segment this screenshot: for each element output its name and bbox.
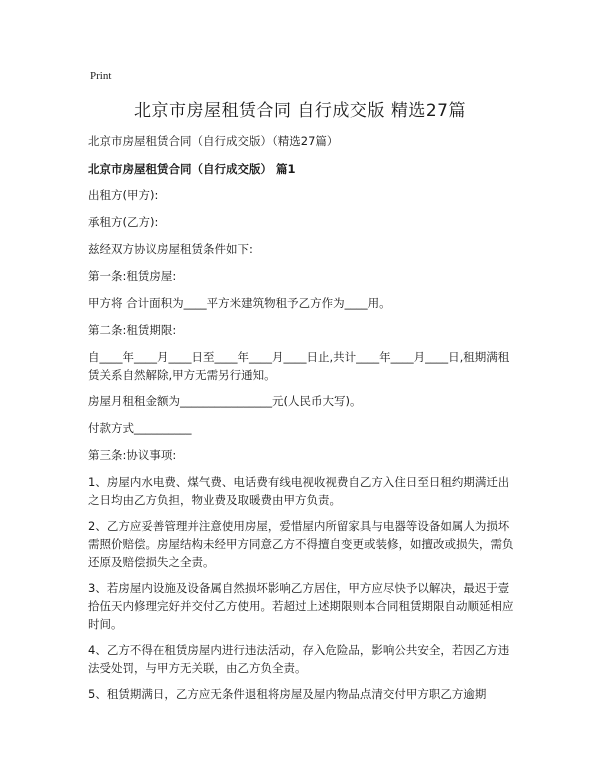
lessor-line: 出租方(甲方): (88, 188, 159, 202)
item-2: 2、乙方应妥善管理并注意使用房屋，爱惜屋内所留家具与电器等设备如属人为损坏需照价赔偿。房屋结构未经甲方同意乙方不得擅自变更或装修，如擅改或损失，需负还原及赔偿损失之全责。 (88, 519, 514, 569)
item-1: 1、房屋内水电费、煤气费、电话费有线电视收视费自乙方入住日至日租约期满迁出之日均由乙方负担，物业费及取暖费由甲方负责。 (88, 475, 510, 507)
lessee-line: 承租方(乙方): (88, 215, 159, 229)
document-subtitle: 北京市房屋租赁合同（自行成交版）（精选27篇） (88, 134, 339, 148)
payment-line: 付款方式__________ (88, 421, 192, 435)
article3-title: 第三条:协议事项: (88, 448, 177, 462)
item-5: 5、租赁期满日，乙方应无条件退租将房屋及屋内物品点清交付甲方职乙方逾期 (88, 687, 487, 701)
intro-line: 兹经双方协议房屋租赁条件如下: (88, 242, 253, 256)
article1-title: 第一条:租赁房屋: (88, 269, 177, 283)
section-heading: 北京市房屋租赁合同（自行成交版） 篇1 (88, 162, 296, 176)
item-3: 3、若房屋内设施及设备属自然损坏影响乙方居住，甲方应尽快予以解决，最迟于壹拾伍天内修理完好并交付乙方使用。若超过上述期限则本合同租赁期限自动顺延相应时间。 (88, 581, 514, 631)
article2-body: 自____年____月____日至____年____月____日止,共计____年____月____日,租期满租赁关系自然解除,甲方无需另行通知。 (88, 350, 510, 382)
article2-title: 第二条:租赁期限: (88, 323, 177, 337)
rent-line: 房屋月租租金额为________________元(人民币大写)。 (88, 394, 362, 408)
item-4: 4、乙方不得在租赁房屋内进行违法活动，存入危险品，影响公共安全，若因乙方违法受处罚，与甲方无关联，由乙方负全责。 (88, 643, 510, 675)
article1-body: 甲方将 合计面积为____平方米建筑物租予乙方作为____用。 (88, 296, 391, 310)
document-title: 北京市房屋租赁合同 自行成交版 精选27篇 (134, 101, 466, 121)
print-link[interactable]: Print (90, 70, 112, 82)
